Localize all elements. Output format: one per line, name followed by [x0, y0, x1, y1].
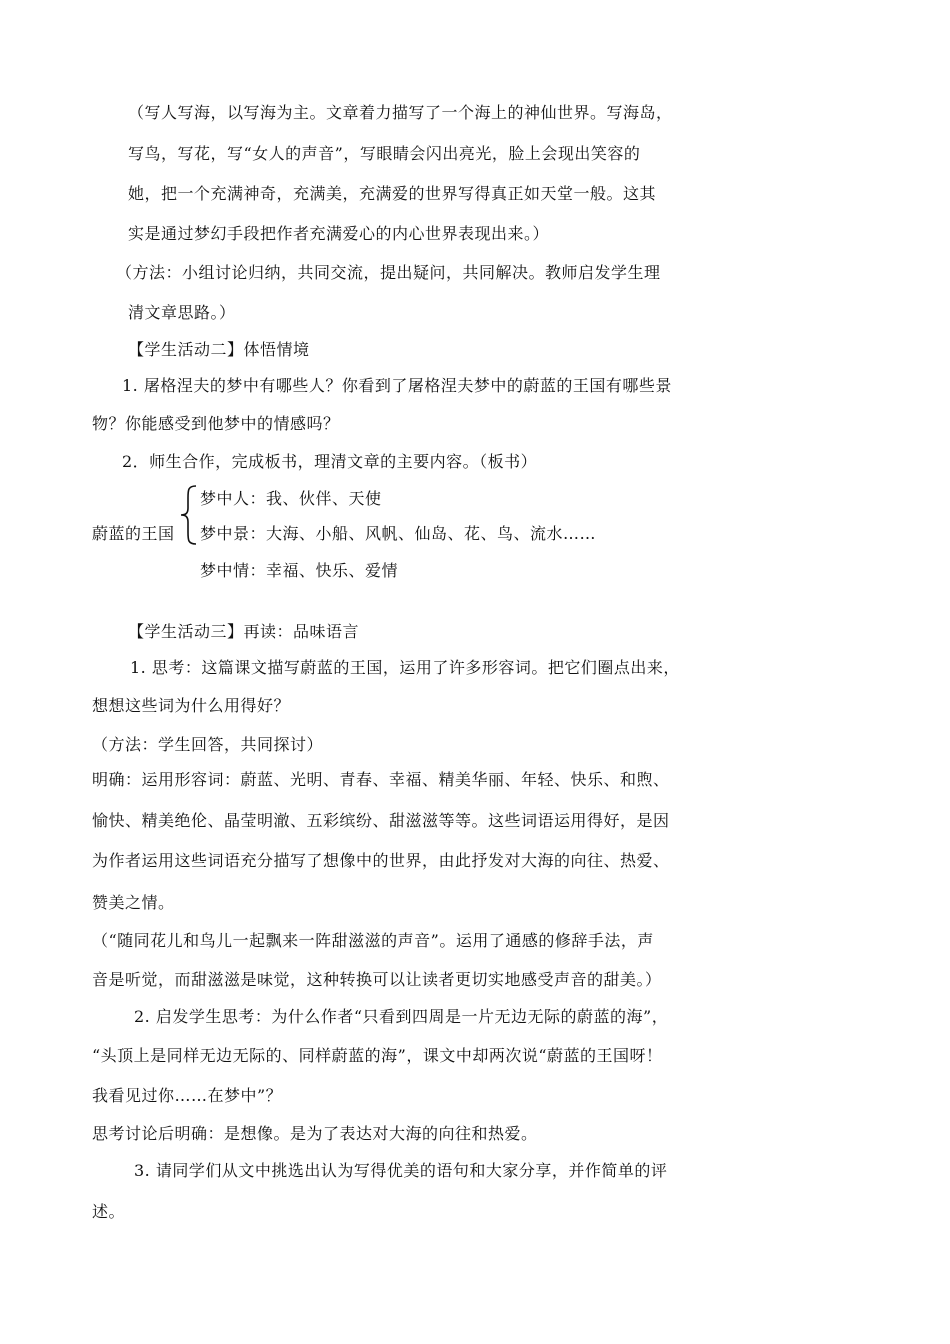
paragraph-line: 思考讨论后明确：是想像。是为了表达对大海的向往和热爱。: [92, 1124, 538, 1143]
paragraph-line: 音是听觉，而甜滋滋是味觉，这种转换可以让读者更切实地感受声音的甜美。）: [92, 970, 662, 989]
paragraph-line: 清文章思路。）: [128, 303, 236, 322]
paragraph-line: 明确：运用形容词：蔚蓝、光明、青春、幸福、精美华丽、年轻、快乐、和煦、: [92, 770, 670, 789]
question-1: 1. 屠格涅夫的梦中有哪些人？你看到了屠格涅夫梦中的蔚蓝的王国有哪些景: [122, 376, 672, 395]
board-item-feelings: 梦中情：幸福、快乐、爱情: [200, 561, 399, 580]
paragraph-line: 愉快、精美绝伦、晶莹明澈、五彩缤纷、甜滋滋等等。这些词语运用得好，是因: [92, 811, 670, 830]
paragraph-line: 写鸟，写花，写“女人的声音”，写眼睛会闪出亮光，脸上会现出笑容的: [128, 144, 641, 163]
paragraph-line: 物？你能感受到他梦中的情感吗？: [92, 414, 340, 433]
section-heading-activity-2: 【学生活动二】体悟情境: [128, 340, 310, 359]
paragraph-line: （写人写海，以写海为主。文章着力描写了一个海上的神仙世界。写海岛，: [128, 103, 673, 122]
brace-icon: [178, 484, 200, 546]
board-item-scenery: 梦中景：大海、小船、风帆、仙岛、花、鸟、流水……: [200, 524, 597, 543]
question-3: 3. 请同学们从文中挑选出认为写得优美的语句和大家分享，并作简单的评: [134, 1161, 668, 1180]
board-item-people: 梦中人：我、伙伴、天使: [200, 489, 382, 508]
board-title: 蔚蓝的王国: [92, 524, 175, 543]
question-1: 1. 思考：这篇课文描写蔚蓝的王国，运用了许多形容词。把它们圈点出来，: [130, 658, 680, 677]
paragraph-line: 述。: [92, 1202, 126, 1221]
paragraph-line: 想想这些词为什么用得好？: [92, 696, 291, 715]
question-2: 2. 启发学生思考：为什么作者“只看到四周是一片无边无际的蔚蓝的海”，: [134, 1007, 669, 1026]
paragraph-line: “头顶上是同样无边无际的、同样蔚蓝的海”，课文中却两次说“蔚蓝的王国呀！: [92, 1046, 663, 1065]
section-heading-activity-3: 【学生活动三】再读：品味语言: [128, 622, 360, 641]
question-2: 2．师生合作，完成板书，理清文章的主要内容。（板书）: [122, 452, 538, 471]
method-note: （方法：学生回答，共同探讨）: [92, 735, 324, 754]
paragraph-line: （“随同花儿和鸟儿一起飘来一阵甜滋滋的声音”。运用了通感的修辞手法，声: [92, 931, 654, 950]
paragraph-line: 我看见过你……在梦中”？: [92, 1086, 283, 1105]
paragraph-line: 为作者运用这些词语充分描写了想像中的世界，由此抒发对大海的向往、热爱、: [92, 851, 670, 870]
method-note: （方法：小组讨论归纳，共同交流，提出疑问，共同解决。教师启发学生理: [116, 263, 661, 282]
paragraph-line: 赞美之情。: [92, 893, 175, 912]
paragraph-line: 实是通过梦幻手段把作者充满爱心的内心世界表现出来。）: [128, 224, 550, 243]
paragraph-line: 她，把一个充满神奇，充满美，充满爱的世界写得真正如天堂一般。这其: [128, 184, 657, 203]
